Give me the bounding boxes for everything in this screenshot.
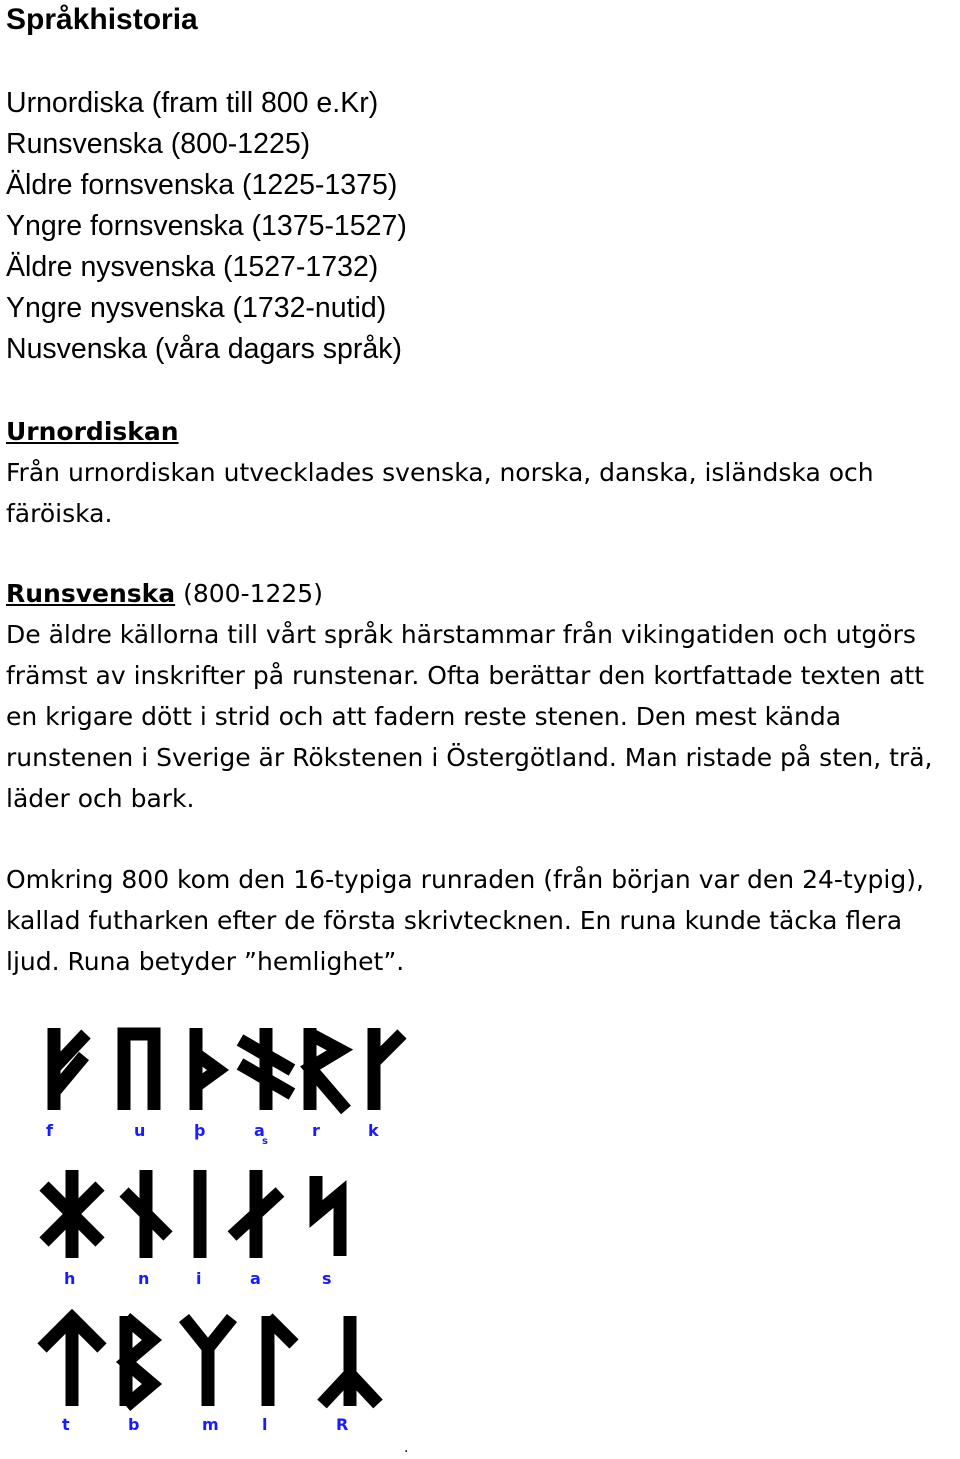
- section-urnordiskan: [6, 411, 958, 534]
- rune-label: h: [64, 1269, 76, 1288]
- rune-label: i: [196, 1269, 202, 1288]
- rune-thurs-glyph: [196, 1028, 218, 1110]
- rune-label: R: [336, 1415, 349, 1434]
- period-item: Äldre nysvenska (1527-1732): [6, 251, 379, 283]
- period-item: Runsvenska (800-1225): [6, 128, 311, 160]
- rune-tyr-glyph: [42, 1316, 102, 1406]
- rune-madr-glyph: [184, 1318, 232, 1406]
- section-text-futhark: Omkring 800 kom den 16-typiga runraden (från början var den 24-typig), kallad futharken efter de första skrivtecknen. En runa kunde täcka flera ljud. Runa betyder ”hemlighet”.: [6, 865, 924, 976]
- rune-label: s: [322, 1269, 332, 1288]
- rune-sol-glyph: [316, 1176, 340, 1256]
- period-item: Äldre fornsvenska (1225-1375): [6, 169, 398, 201]
- rune-ar-glyph: [232, 1170, 280, 1258]
- rune-kaun-glyph: [374, 1028, 402, 1110]
- rune-label: a: [254, 1121, 265, 1140]
- rune-label: n: [138, 1269, 150, 1288]
- rune-ass-glyph: [240, 1028, 292, 1110]
- rune-label: f: [46, 1121, 53, 1140]
- section-heading-urnordiskan: Urnordiskan: [6, 417, 179, 446]
- rune-row-1: [46, 1028, 402, 1147]
- rune-label: b: [128, 1415, 140, 1434]
- section-runsvenska: [6, 573, 958, 819]
- rune-label: u: [134, 1121, 146, 1140]
- rune-label: r: [312, 1121, 320, 1140]
- page-title: Språkhistoria: [6, 3, 198, 36]
- rune-label: t: [62, 1415, 70, 1434]
- section-text-runsvenska: De äldre källorna till vårt språk härstammar från vikingatiden och utgörs främst av inskrifter på runstenar. Ofta berättar den kortfattade texten att en krigare dött i strid och att fadern reste stenen. Den mest kända runstenen i Sverige är Rökstenen i Östergötland. Man ristade på sten, trä, läder och bark.: [6, 620, 933, 813]
- period-item: Yngre nysvenska (1732-nutid): [6, 292, 387, 324]
- rune-naud-glyph: [124, 1170, 168, 1258]
- rune-ur-glyph: [124, 1034, 154, 1110]
- rune-yr-glyph: [322, 1316, 378, 1406]
- rune-label: m: [202, 1415, 219, 1434]
- rune-bjarkan-glyph: [126, 1316, 152, 1406]
- image-footnote-dot: .: [404, 1440, 409, 1456]
- rune-label: k: [368, 1121, 379, 1140]
- rune-reid-glyph: [310, 1028, 346, 1110]
- rune-label: þ: [194, 1121, 206, 1140]
- rune-label-subscript: s: [262, 1136, 268, 1147]
- section-heading-suffix: (800-1225): [175, 579, 323, 608]
- period-item: Urnordiska (fram till 800 e.Kr): [6, 87, 379, 119]
- period-item: Yngre fornsvenska (1375-1527): [6, 210, 407, 242]
- rune-row-2: [44, 1170, 340, 1288]
- section-futhark: [6, 859, 958, 982]
- language-period-list: [6, 83, 407, 370]
- rune-hagall-glyph: [44, 1170, 100, 1258]
- rune-logr-glyph: [268, 1316, 294, 1406]
- period-item: Nusvenska (våra dagars språk): [6, 333, 402, 365]
- futhark-rune-image: [0, 1000, 960, 1459]
- rune-label: a: [250, 1269, 261, 1288]
- section-text-urnordiskan: Från urnordiskan utvecklades svenska, norska, danska, isländska och färöiska.: [6, 458, 874, 528]
- futhark-rune-chart: [0, 1000, 960, 1459]
- section-heading-runsvenska: Runsvenska: [6, 579, 176, 608]
- rune-row-3: [42, 1316, 378, 1434]
- rune-fehu-glyph: [54, 1028, 86, 1110]
- rune-label: l: [262, 1415, 268, 1434]
